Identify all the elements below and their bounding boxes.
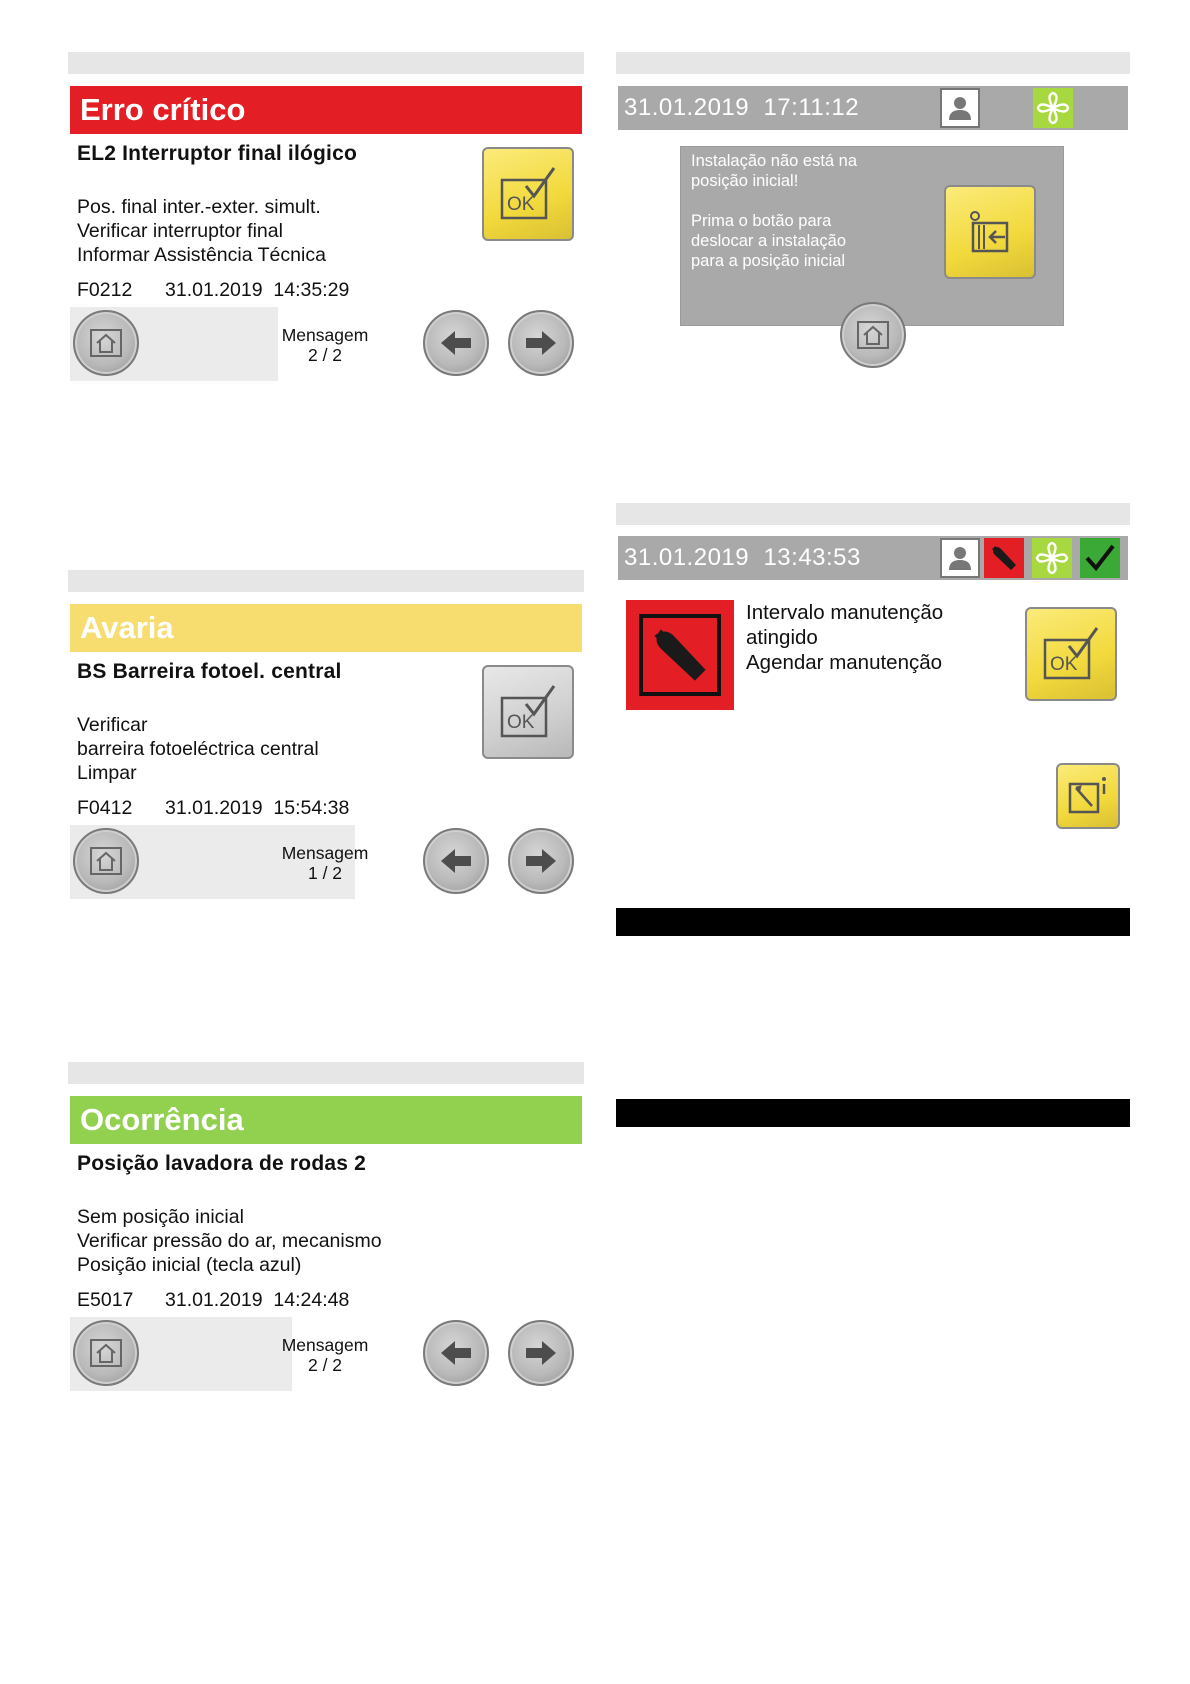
occurrence-line-2: Verificar pressão do ar, mecanismo — [77, 1230, 382, 1252]
error-line-2: Verificar interruptor final — [77, 220, 283, 242]
home-button[interactable] — [73, 1320, 139, 1386]
info-dialog — [680, 146, 1064, 326]
dialog-text-2 — [691, 211, 846, 271]
screen-top-strip — [68, 52, 584, 74]
error-timestamp: 31.01.2019 14:35:29 — [165, 279, 350, 301]
previous-message-button[interactable] — [423, 310, 489, 376]
critical-error-header: Erro crítico — [70, 86, 582, 134]
ok-button-disabled[interactable] — [482, 665, 574, 759]
ok-status[interactable] — [1080, 538, 1120, 578]
occurrence-code: E5017 — [77, 1289, 134, 1311]
occurrence-line-3: Posição inicial (tecla azul) — [77, 1254, 302, 1276]
message-label: Mensagem — [281, 325, 369, 345]
previous-message-button[interactable] — [423, 828, 489, 894]
maintenance-info-icon — [1066, 774, 1110, 818]
screen-top-strip — [68, 570, 584, 592]
arrow-right-icon — [524, 329, 558, 357]
wrench-icon-frame — [639, 614, 721, 696]
move-to-initial-position-button[interactable] — [944, 185, 1036, 279]
check-icon — [1084, 543, 1116, 573]
home-icon — [89, 1338, 123, 1368]
home-icon — [89, 328, 123, 358]
screen-top-strip — [616, 503, 1130, 525]
error-title: EL2 Interruptor final ilógico — [77, 142, 357, 165]
user-icon — [946, 544, 974, 572]
home-button[interactable] — [840, 302, 906, 368]
blank-screen-bar — [616, 908, 1130, 936]
fault-timestamp: 31.01.2019 15:54:38 — [165, 797, 350, 819]
maintenance-status[interactable] — [984, 538, 1024, 578]
next-message-button[interactable] — [508, 310, 574, 376]
message-label: Mensagem — [281, 1335, 369, 1355]
maintenance-line: atingido — [746, 626, 818, 649]
ok-button-label: OK — [507, 194, 535, 215]
next-message-button[interactable] — [508, 1320, 574, 1386]
maintenance-line: Agendar manutenção — [746, 651, 943, 674]
user-icon — [946, 94, 974, 122]
maintenance-message — [746, 600, 943, 675]
fan-status[interactable] — [1032, 538, 1072, 578]
wrench-icon — [648, 623, 712, 687]
message-label: Mensagem — [281, 843, 369, 863]
blank-screen-bar — [616, 1099, 1130, 1127]
occurrence-header: Ocorrência — [70, 1096, 582, 1144]
fault-line-2: barreira fotoeléctrica central — [77, 738, 319, 760]
error-line-3: Informar Assistência Técnica — [77, 244, 326, 266]
error-code: F0212 — [77, 279, 133, 301]
user-button[interactable] — [940, 538, 980, 578]
status-datetime: 31.01.2019 13:43:53 — [624, 544, 861, 571]
dialog-text-1 — [691, 151, 857, 191]
home-button[interactable] — [73, 828, 139, 894]
ok-button[interactable] — [1025, 607, 1117, 701]
dialog-line: deslocar a instalação — [691, 232, 847, 250]
message-counter — [270, 843, 380, 883]
fault-title: BS Barreira fotoel. central — [77, 660, 342, 683]
fan-icon — [1035, 541, 1069, 575]
message-counter — [270, 325, 380, 365]
maintenance-warning-tile — [626, 600, 734, 710]
message-counter — [270, 1335, 380, 1375]
maintenance-line: Intervalo manutenção — [746, 601, 944, 624]
home-icon — [89, 846, 123, 876]
arrow-right-icon — [524, 1339, 558, 1367]
ok-button[interactable] — [482, 147, 574, 241]
arrow-left-icon — [439, 1339, 473, 1367]
ok-check-icon — [496, 682, 560, 742]
status-datetime: 31.01.2019 17:11:12 — [624, 94, 860, 121]
dialog-line: Prima o botão para — [691, 212, 832, 230]
dialog-line: para a posição inicial — [691, 252, 846, 270]
fan-status[interactable] — [1033, 88, 1073, 128]
occurrence-timestamp: 31.01.2019 14:24:48 — [165, 1289, 350, 1311]
previous-message-button[interactable] — [423, 1320, 489, 1386]
ok-button-label: OK — [507, 712, 535, 733]
arrow-left-icon — [439, 847, 473, 875]
home-button[interactable] — [73, 310, 139, 376]
screen-top-strip — [616, 52, 1130, 74]
message-count: 1 / 2 — [307, 863, 343, 883]
error-line-1: Pos. final inter.-exter. simult. — [77, 196, 321, 218]
fault-line-3: Limpar — [77, 762, 137, 784]
occurrence-title: Posição lavadora de rodas 2 — [77, 1152, 367, 1175]
wrench-icon — [989, 543, 1019, 573]
dialog-line: posição inicial! — [691, 172, 799, 190]
ok-button-label: OK — [1050, 654, 1078, 675]
occurrence-line-1: Sem posição inicial — [77, 1206, 244, 1228]
ok-check-icon — [1039, 624, 1103, 684]
fault-code: F0412 — [77, 797, 133, 819]
ok-check-icon — [496, 164, 560, 224]
message-count: 2 / 2 — [307, 1355, 343, 1375]
maintenance-info-button[interactable] — [1056, 763, 1120, 829]
message-count: 2 / 2 — [307, 345, 343, 365]
home-icon — [856, 320, 890, 350]
fan-icon — [1036, 91, 1070, 125]
dialog-line: Instalação não está na — [691, 152, 858, 170]
user-button[interactable] — [940, 88, 980, 128]
next-message-button[interactable] — [508, 828, 574, 894]
screen-top-strip — [68, 1062, 584, 1084]
arrow-right-icon — [524, 847, 558, 875]
arrow-left-icon — [439, 329, 473, 357]
fault-header: Avaria — [70, 604, 582, 652]
move-to-initial-position-icon — [965, 207, 1015, 257]
fault-line-1: Verificar — [77, 714, 148, 736]
